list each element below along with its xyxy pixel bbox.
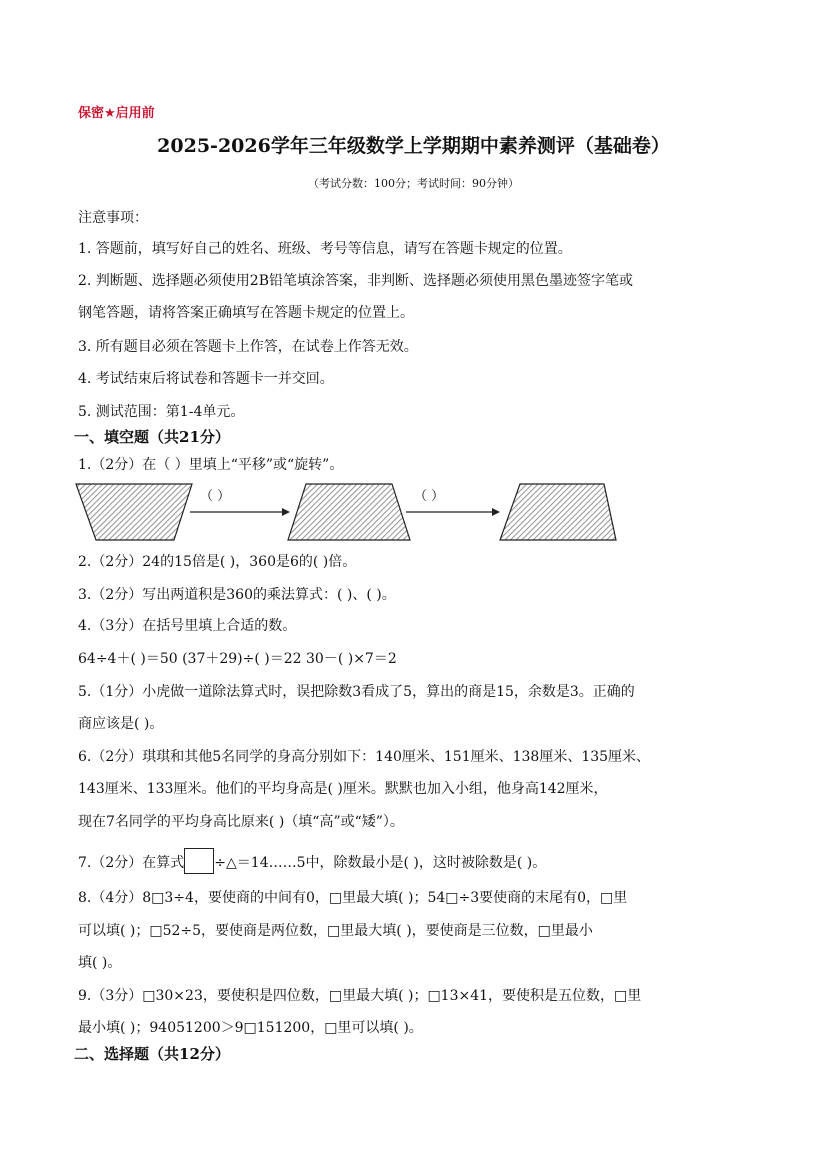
page-title: 2025-2026学年三年级数学上学期期中素养测评（基础卷） [157, 135, 670, 157]
question-7-suffix: ＝14……5中，除数最小是( )，这时被除数是( )。 [236, 855, 547, 871]
translation-figure [74, 478, 634, 548]
arrow-2-blank: （ ） [414, 489, 445, 504]
trapezoid-original [76, 484, 192, 540]
question-3: 3.（2分）写出两道积是360的乘法算式：( )、( )。 [78, 587, 396, 603]
notice-item: 1. 答题前，填写好自己的姓名、班级、考号等信息，请写在答题卡规定的位置。 [78, 241, 572, 257]
question-7 [78, 848, 546, 874]
question-8: 8.（4分）8□3÷4，要使商的中间有0，□里最大填( )；54□÷3要使商的末尾有0，□里 [78, 890, 628, 906]
notice-item: 4. 考试结束后将试卷和答题卡一并交回。 [78, 371, 334, 387]
question-4: 4.（3分）在括号里填上合适的数。 [78, 618, 297, 634]
question-9: 9.（3分）□30×23，要使积是四位数，□里最大填( )；□13×41，要使积是五位数，□里 [78, 988, 642, 1004]
question-8-cont: 可以填( )；□52÷5，要使商是两位数，□里最大填( )，要使商是三位数，□里最小 [78, 923, 593, 939]
question-9-cont: 最小填( )；94051200＞9□151200，□里可以填( )。 [78, 1020, 423, 1036]
question-8-cont: 填( )。 [78, 955, 122, 971]
question-2: 2.（2分）24的15倍是( )，360是6的( )倍。 [78, 554, 357, 570]
triangle-icon: △ [226, 855, 237, 871]
secret-mark: 保密★启用前 [78, 106, 155, 121]
question-7-prefix: 7.（2分）在算式 [78, 855, 185, 871]
question-6-cont: 143厘米、133厘米。他们的平均身高是( )厘米。默默也加入小组，他身高142厘米， [78, 781, 608, 797]
exam-info: （考试分数：100分；考试时间：90分钟） [308, 177, 519, 190]
question-5: 5.（1分）小虎做一道除法算式时，误把除数3看成了5，算出的商是15，余数是3。正确的 [78, 684, 635, 700]
trapezoid-final [500, 484, 616, 540]
arrow-1-head [282, 508, 290, 516]
section-heading-fill-in: 一、填空题（共21分） [74, 428, 230, 446]
notice-item: 钢笔答题，请将答案正确填写在答题卡规定的位置上。 [78, 305, 414, 321]
notice-item: 2. 判断题、选择题必须使用2B铅笔填涂答案，非判断、选择题必须使用黑色墨迹签字笔或 [78, 273, 634, 289]
question-5-cont: 商应该是( )。 [78, 716, 164, 732]
question-6-cont: 现在7名同学的平均身高比原来( )（填“高”或“矮”）。 [78, 814, 404, 830]
notice-heading: 注意事项： [78, 210, 148, 226]
notice-item: 3. 所有题目必须在答题卡上作答，在试卷上作答无效。 [78, 339, 418, 355]
section-heading-choice: 二、选择题（共12分） [74, 1045, 230, 1063]
question-4-expressions: 64÷4＋( )＝50 (37＋29)÷( )＝22 30－( )×7＝2 [78, 651, 397, 667]
trapezoid-translated [288, 484, 410, 540]
square-box-icon [184, 848, 214, 874]
notice-item: 5. 测试范围：第1-4单元。 [78, 404, 245, 420]
arrow-2-head [492, 508, 500, 516]
divide-sign: ÷ [214, 855, 226, 871]
arrow-1-blank: （ ） [200, 489, 231, 504]
question-6: 6.（2分）琪琪和其他5名同学的身高分别如下：140厘米、151厘米、138厘米、135厘米、 [78, 749, 651, 765]
question-1: 1.（2分）在（ ）里填上“平移”或“旋转”。 [78, 457, 344, 473]
